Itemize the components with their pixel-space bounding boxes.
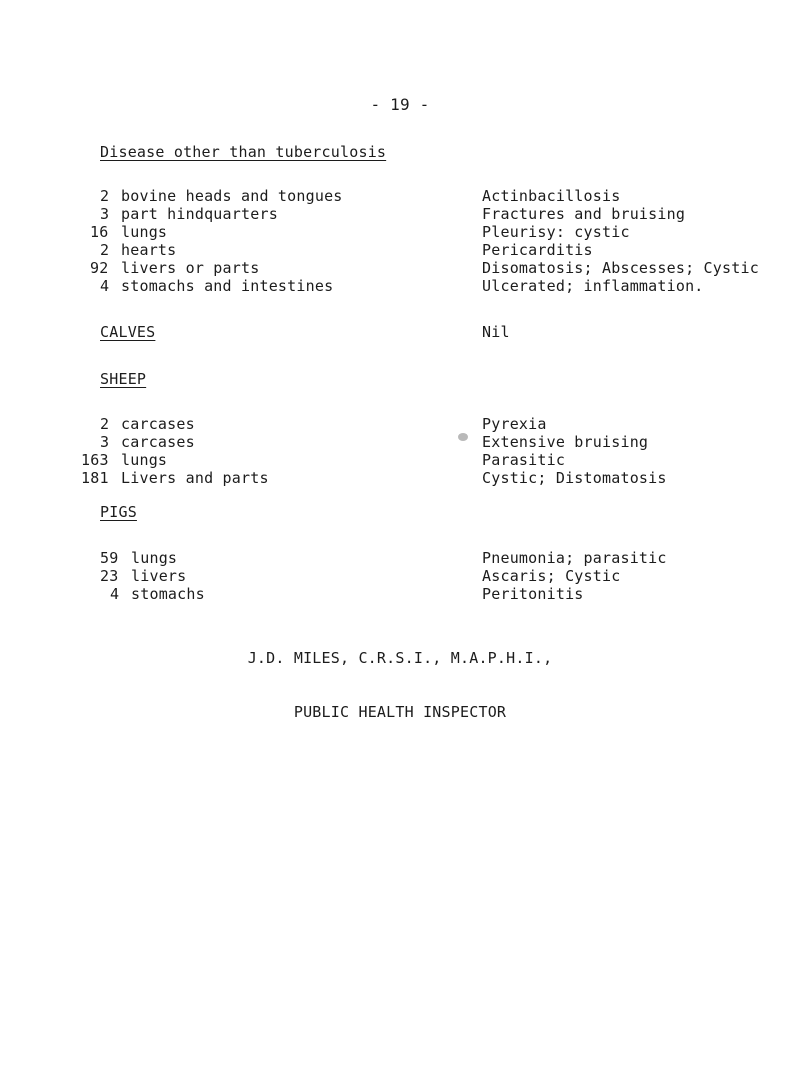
cattle-row-part: hearts [121,241,177,259]
sheep-row-cause: Parasitic [482,451,566,469]
sheep-row-part: Livers and parts [121,469,269,487]
section-heading: Disease other than tuberculosis [100,143,387,161]
cattle-row-cause: Pleurisy: cystic [482,223,630,241]
sheep-row-quantity: 163 [81,451,109,469]
calves-cause: Nil [482,323,510,341]
cattle-row-quantity: 2 [100,241,110,259]
cattle-row-part: bovine heads and tongues [121,187,343,205]
cattle-row-cause: Pericarditis [482,241,593,259]
pigs-row-quantity: 4 [110,585,120,603]
sheep-row-quantity: 2 [100,415,110,433]
ink-smudge [458,433,468,441]
sheep-row-quantity: 3 [100,433,110,451]
pigs-row-part: stomachs [131,585,205,603]
cattle-row-quantity: 16 [90,223,109,241]
cattle-row-quantity: 92 [90,259,109,277]
sheep-row-part: carcases [121,433,195,451]
cattle-row-quantity: 4 [100,277,110,295]
cattle-row-cause: Actinbacillosis [482,187,621,205]
sheep-row-cause: Extensive bruising [482,433,649,451]
cattle-row-part: stomachs and intestines [121,277,334,295]
pigs-row-part: livers [131,567,187,585]
pigs-row-cause: Peritonitis [482,585,584,603]
cattle-row-part: part hindquarters [121,205,278,223]
sheep-row-cause: Cystic; Distomatosis [482,469,667,487]
sheep-row-cause: Pyrexia [482,415,547,433]
pigs-row-quantity: 23 [100,567,119,585]
cattle-row-cause: Disomatosis; Abscesses; Cystic [482,259,759,277]
sheep-row-part: carcases [121,415,195,433]
pigs-row-quantity: 59 [100,549,119,567]
pigs-row-cause: Pneumonia; parasitic [482,549,667,567]
pigs-row-part: lungs [131,549,178,567]
pigs-heading: PIGS [100,503,137,521]
cattle-row-part: lungs [121,223,168,241]
signature-name: J.D. MILES, C.R.S.I., M.A.P.H.I., [247,649,553,667]
sheep-heading: SHEEP [100,370,147,388]
cattle-row-cause: Ulcerated; inflammation. [482,277,704,295]
sheep-row-part: lungs [121,451,168,469]
calves-heading: CALVES [100,323,156,341]
cattle-row-quantity: 2 [100,187,110,205]
pigs-row-cause: Ascaris; Cystic [482,567,621,585]
cattle-row-cause: Fractures and bruising [482,205,686,223]
sheep-row-quantity: 181 [81,469,109,487]
page-number: - 19 - [370,95,430,114]
cattle-row-quantity: 3 [100,205,110,223]
signature-title: PUBLIC HEALTH INSPECTOR [293,703,507,721]
cattle-row-part: livers or parts [121,259,260,277]
